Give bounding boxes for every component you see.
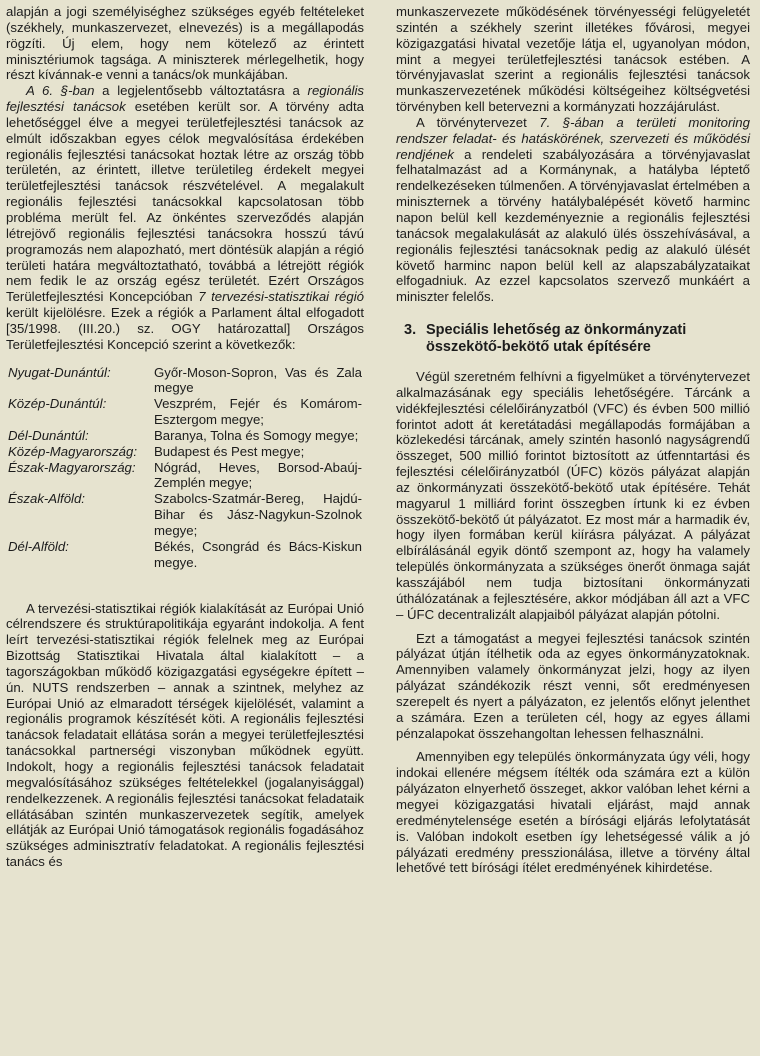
section-heading	[396, 322, 750, 356]
spacer	[6, 585, 364, 601]
region-name: Észak-Alföld:	[8, 491, 85, 507]
region-counties: Budapest és Pest megye;	[154, 443, 305, 459]
region-counties: Szabolcs-Szatmár-Bereg, Hajdú-Bihar és Jász-Nagykun-Szolnok megye;	[154, 491, 362, 538]
region-name: Közép-Dunántúl:	[8, 396, 107, 412]
text-run: került kijelölésre. Ezek a régiók a Parlament által elfogadott [35/1998. (III.20.) sz. OGY határozattal] Országos Területfejlesztési Koncepció szerint a következők:	[6, 305, 364, 352]
region-row	[6, 396, 364, 428]
left-paragraph-1: alapján a jogi személyiséghez szükséges egyéb feltételeket (székhely, munkaszervezet, elnevezés) is a megállapodás rögzíti. Új elem, hogy nem kötelező az érintett minisztériumok tagsága. A miniszterek mérlegelhetik, hogy részt kívánnak-e venni a tanács/ok munkájában.	[6, 4, 364, 83]
text-run: a rendeleti szabályozására a törvényjavaslat felhatalmazást ad a Kormánynak, a hatályba léptető rendelkezéseken túlmenően. A törvényjavaslat értelmében a miniszternek a törvény hatálybalépését követő harminc napon belül kell kezdeményeznie a regionális fejlesztési tanácsok megalakulását az alakuló ülés összehívásával, a regionális fejlesztési tanácsoknak pedig az alakuló ülését követő harminc napon belül kell az alapszabályzataikat elfogadniuk. Az ezzel kapcsolatos szervező munkáért a miniszter felelős.	[396, 146, 750, 305]
section-7-ref: 7. §-ában a területi monitoring rendszer feladat- és hatáskörének, szervezeti és működési rendjének	[396, 114, 750, 162]
spacer	[396, 305, 750, 322]
region-counties: Nógrád, Heves, Borsod-Abaúj-Zemplén megye;	[154, 459, 362, 491]
right-paragraph-4: Ezt a támogatást a megyei fejlesztési tanácsok szintén pályázat útján ítélhetik oda az egyes önkormányzatoknak. Amennyiben valamely önkormányzat jelzi, hogy az ilyen pályázat szándékozik részt venni, sőt eredményesen szerepelt és nyert a pályázaton, ez jelentős előnyt jelenthet a számára. Ezen a területen cél, hogy az egyes állami pénzalapokat összehangoltan lehessen felhasználni.	[396, 630, 750, 741]
section-title: Speciális lehetőség az önkormányzati összekötő-bekötő utak építésére	[426, 322, 687, 356]
right-paragraph-2	[396, 115, 750, 305]
region-name: Nyugat-Dunántúl:	[8, 364, 111, 380]
region-row	[6, 460, 364, 492]
text-run: a legjelentősebb változtatásra a	[94, 83, 308, 99]
region-row	[6, 444, 364, 460]
statistical-regions-term: 7 tervezési-statisztikai régió	[198, 289, 364, 305]
region-row	[6, 539, 364, 571]
section-number: 3.	[404, 322, 417, 339]
right-column	[396, 4, 750, 876]
text-run: esetében került sor. A törvény adta lehetőséggel élve a megyei területfejlesztési tanácsok az elmúlt időszakban egyes célok megvalósítása érdekében regionális fejlesztési tanácsokat hoztak létre az ország több területén, az érintett, illetve területileg érdekelt megyei területfejlesztési tanácsok részvételével. A megalakult regionális fejlesztési tanácsokkal kapcsolatosan több probléma merült fel. Az önkéntes szerveződés alapján létrejövő regionális fejlesztési tanácsokra hosszú távú programozás nem alapozható, mert döntésük alapján a régió területi határa megváltoztatható, továbbá a létrejött régiók nem fedik le az ország egész területét. Ezért Országos Területfejlesztési Koncepcióban	[6, 99, 364, 305]
right-paragraph-3: Végül szeretném felhívni a figyelmüket a törvénytervezet alkalmazásának egy speciális lehetőségére. Tárcánk a vidékfejlesztési célelőirányzatból (VFC) és évben 500 millió forintot adott át keretátadási megállapodás formájában a közlekedési tárcának, amely szintén hasonló nagyságrendű összeget, 500 millió forintot biztosított az útfenntartási és fejlesztési célelőirányzatból (ÚFC) közös pályázat alapján az önkormányzati összekötő-bekötő utak építésére. Tehát magyarul 1 milliárd forint összegben írtunk ki ez évben összekötő-bekötő út pályázatot. Ez most már a harmadik év, hogy ilyen formában kerül kiírásra pályázat. A pályázat elbírálásánál egyik döntő szempont az, hogy ha valamely település önkormányzata a szükséges önerőt önmaga saját kasszájából nem tudja biztosítani önkormányzati úthálózatának a fejlesztésére, akkor módjában áll azt a VFC – ÚFC decentralizált alapjaiból pályázat alapján pótolni.	[396, 369, 750, 622]
region-name: Észak-Magyarország:	[8, 459, 136, 475]
section-6-ref: A 6. §-ban	[26, 83, 95, 99]
region-row	[6, 365, 364, 397]
region-counties: Baranya, Tolna és Somogy megye;	[154, 427, 359, 443]
right-paragraph-1: munkaszervezete működésének törvényességi felügyeletét szintén a székhely szerint illetékes fővárosi, megyei közigazgatási hivatal vezetője látja el, ugyanolyan módon, mint a megyei területfejlesztési tanácsok estében. A törvényjavaslat szerint a regionális fejlesztési tanácsok munkaszervezetének működési költségeihez költségvetési törvényben kell betervezni a kormányzati hozzájárulást.	[396, 4, 750, 115]
left-paragraph-3: A tervezési-statisztikai régiók kialakítását az Európai Unió célrendszere és struktúrapolitikája egyaránt indokolja. A fent leírt tervezési-statisztikai régiók felelnek meg az Európai Bizottság Statisztikai Hivatala által kialakított – a tagországokban működő közigazgatási egységekre épített – ún. NUTS rendszerben – annak a szintnek, melyhez az Európai Unió az elmaradott térségek kijelölését, valamint a regionális programok készítését köti. A regionális fejlesztési tanácsok feladatait ellátása során a megyei területfejlesztési tanácsokkal partnerségi viszonyban működnek együtt. Indokolt, hogy a regionális fejlesztési tanácsok feladatait megvalósításához szükséges feltételekkel (jogalanyisággal) rendelkezzenek. A regionális fejlesztési tanácsokat feladataik ellátásában szintén munkaszervezetek segítik, amelyek ellátják az Európai Unió támogatások regionális fogadásához szükséges adminisztratív feladatokat. A regionális fejlesztési tanács és	[6, 600, 364, 870]
spacer	[396, 741, 750, 749]
region-name: Közép-Magyarország:	[8, 443, 138, 459]
region-row	[6, 491, 364, 539]
region-row	[6, 428, 364, 444]
region-counties: Békés, Csongrád és Bács-Kiskun megye.	[154, 538, 362, 570]
region-name: Dél-Dunántúl:	[8, 427, 89, 443]
region-counties: Győr-Moson-Sopron, Vas és Zala megye	[154, 364, 362, 396]
right-paragraph-5: Amennyiben egy település önkormányzata úgy véli, hogy indokai ellenére mégsem ítélték oda számára ezt a külön pályázaton elnyerhető összeget, akkor valóban lehet kérni a megyei közigazgatási hivatali eljárást, majd annak eredménytelensége esetén a bírósági eljárás lefolytatását is. Valóban indokolt esetben így lehetségessé válik a jó pályázati eredmény presszionálása, illetve a törvény által lehetővé tett bírósági ítélet eredményének kihirdetése.	[396, 749, 750, 876]
text-run: A törvénytervezet	[416, 114, 540, 130]
region-name: Dél-Alföld:	[8, 538, 69, 554]
regional-councils-term: regionális fejlesztési tanácsok	[6, 83, 364, 115]
left-paragraph-2	[6, 83, 364, 352]
regions-list	[6, 365, 364, 571]
left-column	[6, 4, 364, 870]
spacer	[396, 623, 750, 631]
region-counties: Veszprém, Fejér és Komárom-Esztergom megye;	[154, 396, 362, 428]
spacer	[396, 356, 750, 369]
